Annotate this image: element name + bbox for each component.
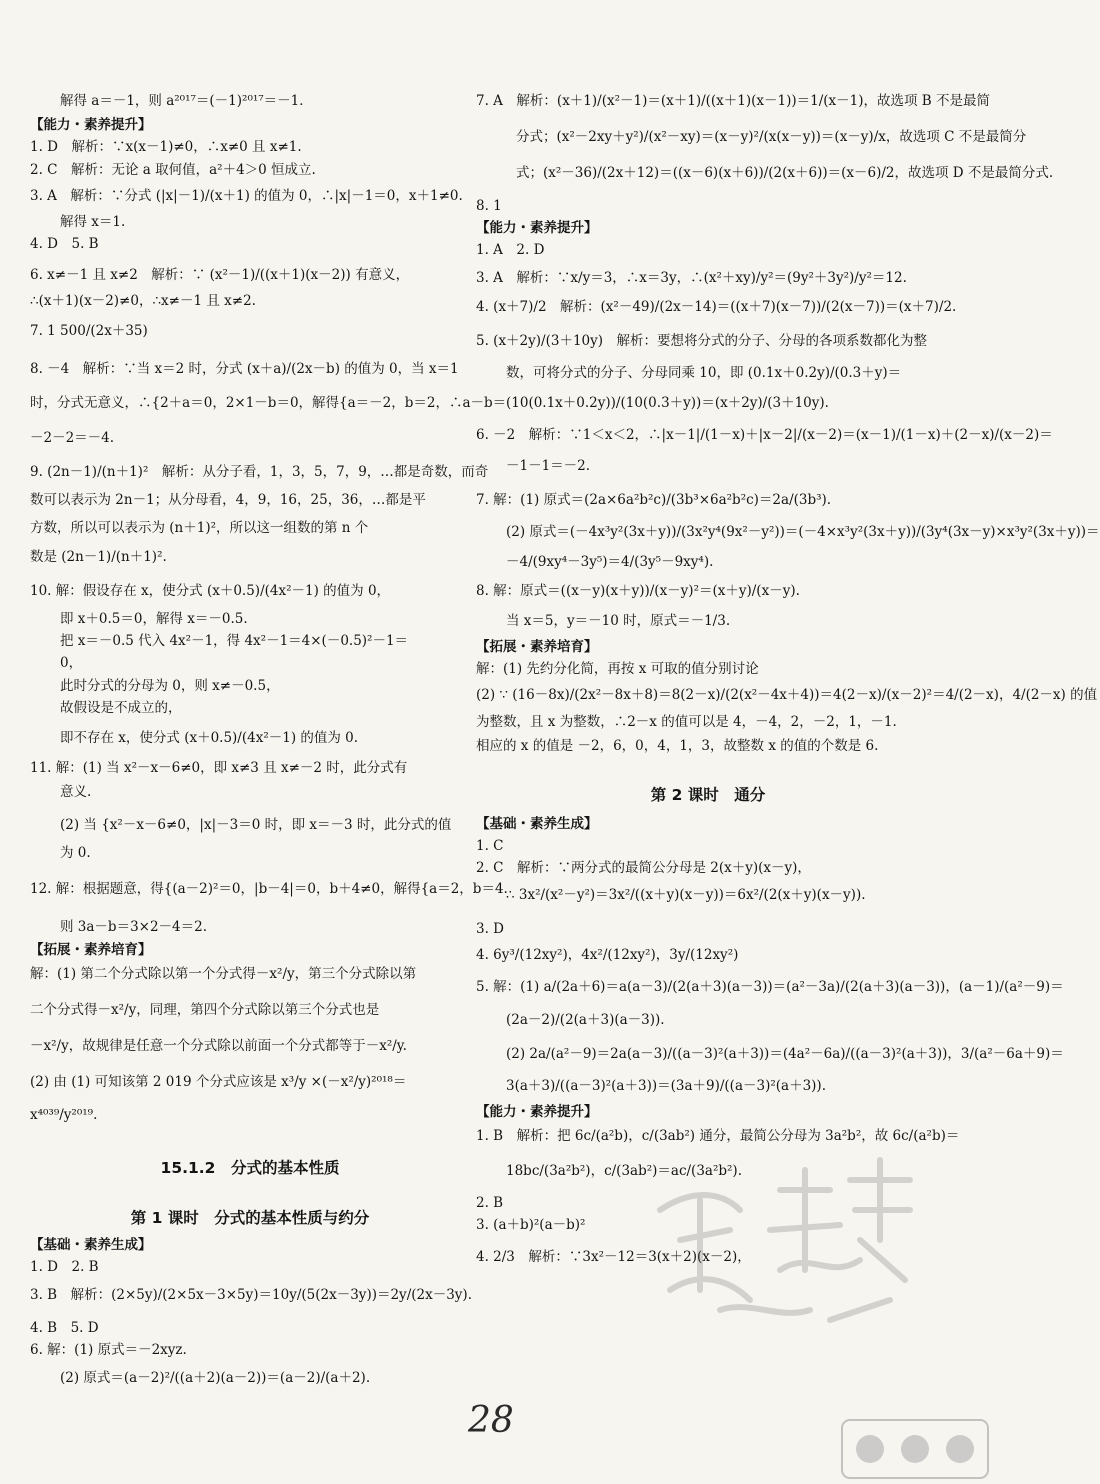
left-line-12: －2－2＝－4.: [30, 429, 115, 446]
right-line-10: (10(0.1x＋0.2y))/(10(0.3＋y))＝(x＋2y)/(3＋10y).: [506, 395, 829, 412]
right-line-2: 式；(x²－36)/(2x＋12)＝((x－6)(x＋6))/(2(x＋6))＝(x－6)/2，故选项 D 不是最简分式.: [516, 165, 1054, 182]
left-line-13: 9. (2n－1)/(n＋1)² 解析：从分子看，1，3，5，7，9，…都是奇数，而奇: [30, 463, 489, 480]
left-tail-line-0: 【基础・素养生成】: [30, 1236, 152, 1253]
left-line-32: 二个分式得－x²/y，同理，第四个分式除以第三个分式也是: [30, 1002, 380, 1018]
right-column: [476, 92, 1100, 1269]
left-line-7: 6. x≠－1 且 x≠2 解析：∵ (x²－1)/((x＋1)(x－2)) 有意义，: [30, 266, 410, 283]
right-line-9: 数，可将分式的分子、分母同乘 10，即 (0.1x＋0.2y)/(0.3＋y)＝: [506, 364, 902, 381]
left-tail-line-1: 1. D 2. B: [30, 1259, 99, 1276]
right-line-8: 5. (x＋2y)/(3＋10y) 解析：要想将分式的分子、分母的各项系数都化为整: [476, 332, 928, 349]
right-answer-lines: [476, 92, 1100, 755]
left-line-8: ∴(x＋1)(x－2)≠0，∴x≠－1 且 x≠2.: [30, 292, 256, 309]
lesson2-title: 第 2 课时 通分: [650, 786, 766, 805]
left-line-18: 即 x＋0.5＝0，解得 x＝－0.5.: [60, 610, 248, 627]
left-line-10: 8. －4 解析：∵当 x＝2 时，分式 (x＋a)/(2x－b) 的值为 0，当 x＝1: [30, 361, 459, 378]
left-line-25: 意义.: [60, 784, 92, 801]
right-tail-line-1: 1. C: [476, 838, 504, 855]
right-line-1: 分式；(x²－2xy＋y²)/(x²－xy)＝(x－y)²/(x(x－y))＝(x－y)/x，故选项 C 不是最简分: [516, 129, 1027, 146]
left-line-11: 时，分式无意义，∴{2＋a＝0，2×1－b＝0，解得{a＝－2，b＝2，∴a－b＝: [30, 395, 507, 412]
left-line-23: 即不存在 x，使分式 (x＋0.5)/(4x²－1) 的值为 0.: [60, 730, 359, 747]
right-line-7: 4. (x＋7)/2 解析：(x²－49)/(2x－14)＝((x＋7)(x－7))/(2(x－7))＝(x＋7)/2.: [476, 298, 957, 315]
left-line-33: －x²/y，故规律是任意一个分式除以前面一个分式都等于－x²/y.: [30, 1038, 407, 1055]
right-tail-line-4: 3. D: [476, 920, 504, 937]
right-line-20: (2) ∵ (16－8x)/(2x²－8x＋8)＝8(2－x)/(2(x²－4x＋4))＝4(2－x)/(x－2)²＝4/(2－x)，4/(2－x) 的值: [476, 687, 1098, 704]
left-line-27: 为 0.: [60, 844, 91, 861]
right-line-3: 8. 1: [476, 197, 502, 214]
left-line-1: 【能力・素养提升】: [30, 117, 152, 134]
lesson1-title: 第 1 课时 分式的基本性质与约分: [130, 1208, 370, 1227]
right-tail-line-7: (2a－2)/(2(a＋3)(a－3)).: [506, 1011, 665, 1028]
right-tail-line-3: ∴ 3x²/(x²－y²)＝3x²/((x＋y)(x－y))＝6x²/(2(x＋y)(x－y)).: [506, 886, 866, 903]
left-line-3: 2. C 解析：无论 a 取何值，a²＋4＞0 恒成立.: [30, 161, 316, 178]
left-line-17: 10. 解：假设存在 x，使分式 (x＋0.5)/(4x²－1) 的值为 0，: [30, 582, 391, 599]
right-line-21: 为整数，且 x 为整数，∴2－x 的值可以是 4，－4，2，－2，1，－1.: [476, 713, 897, 730]
right-tail-line-9: 3(a＋3)/((a－3)²(a＋3))＝(3a＋9)/((a－3)²(a＋3)).: [506, 1078, 826, 1094]
left-line-2: 1. D 解析：∵x(x－1)≠0，∴x≠0 且 x≠1.: [30, 139, 302, 156]
right-line-22: 相应的 x 的值是 －2，6，0，4，1，3，故整数 x 的值的个数是 6.: [476, 737, 879, 754]
left-tail-line-2: 3. B 解析：(2×5y)/(2×5x－3×5y)＝10y/(5(2x－3y))＝2y/(2x－3y).: [30, 1287, 472, 1304]
left-line-30: 【拓展・素养培育】: [30, 941, 152, 958]
right-tail-line-2: 2. C 解析：∵两分式的最简公分母是 2(x＋y)(x－y)，: [476, 860, 811, 877]
right-tail-line-5: 4. 6y³/(12xy²)，4x²/(12xy²)，3y/(12xy²): [476, 947, 739, 964]
right-tail-line-0: 【基础・素养生成】: [476, 816, 598, 833]
right-line-16: 8. 解：原式＝((x－y)(x＋y))/(x－y)²＝(x＋y)/(x－y).: [476, 582, 800, 599]
left-line-4: 3. A 解析：∵分式 (|x|－1)/(x＋1) 的值为 0，∴|x|－1＝0，x＋1≠0.: [30, 187, 463, 204]
left-line-28: 12. 解：根据题意，得{(a－2)²＝0，|b－4|＝0，b＋4≠0，解得{a＝2，b＝4.: [30, 881, 508, 898]
left-line-21: 此时分式的分母为 0，则 x≠－0.5，: [60, 677, 280, 694]
right-line-5: 1. A 2. D: [476, 242, 545, 259]
right-line-13: 7. 解：(1) 原式＝(2a×6a²b²c)/(3b³×6a²b²c)＝2a/(3b³).: [476, 491, 832, 508]
left-line-19: 把 x＝－0.5 代入 4x²－1，得 4x²－1＝4×(－0.5)²－1＝: [60, 633, 409, 650]
right-tail-line-11: 1. B 解析：把 6c/(a²b)，c/(3ab²) 通分，最简公分母为 3a²b²，故 6c/(a²b)＝: [476, 1128, 960, 1145]
left-tail-line-5: (2) 原式＝(a－2)²/((a＋2)(a－2))＝(a－2)/(a＋2).: [60, 1369, 371, 1386]
left-tail-lines: [30, 1236, 470, 1387]
right-line-17: 当 x＝5，y＝－10 时，原式＝－1/3.: [506, 612, 731, 629]
right-line-0: 7. A 解析：(x＋1)/(x²－1)＝(x＋1)/((x＋1)(x－1))＝1/(x－1)，故选项 B 不是最简: [476, 93, 991, 109]
right-line-4: 【能力・素养提升】: [476, 219, 598, 236]
left-line-34: (2) 由 (1) 可知该第 2 019 个分式应该是 x³/y ×(－x²/y)²⁰¹⁸＝: [30, 1074, 407, 1091]
right-line-11: 6. －2 解析：∵1＜x＜2，∴|x－1|/(1－x)＋|x－2|/(x－2)＝(x－1)/(1－x)＋(2－x)/(x－2)＝: [476, 427, 1053, 444]
left-line-9: 7. 1 500/(2x＋35): [30, 322, 148, 339]
right-line-19: 解：(1) 先约分化简，再按 x 可取的值分别讨论: [476, 661, 759, 678]
left-line-0: 解得 a＝－1，则 a²⁰¹⁷＝(－1)²⁰¹⁷＝－1．: [60, 93, 313, 109]
right-tail-line-6: 5. 解：(1) a/(2a＋6)＝a(a－3)/(2(a＋3)(a－3))＝(a²－3a)/(2(a＋3)(a－3))，(a－1)/(a²－9)＝: [476, 979, 1064, 996]
left-line-29: 则 3a－b＝3×2－4＝2.: [60, 919, 208, 936]
left-line-35: x⁴⁰³⁹/y²⁰¹⁹.: [30, 1106, 98, 1123]
left-line-14: 数可以表示为 2n－1；从分母看，4，9，16，25，36，…都是平: [30, 492, 426, 509]
page-number: 28: [468, 1400, 514, 1441]
left-line-20: 0，: [60, 655, 83, 672]
right-line-6: 3. A 解析：∵x/y＝3，∴x＝3y，∴(x²＋xy)/y²＝(9y²＋3y²)/y²＝12.: [476, 270, 907, 287]
left-line-24: 11. 解：(1) 当 x²－x－6≠0，即 x≠3 且 x≠－2 时，此分式有: [30, 760, 408, 777]
left-line-6: 4. D 5. B: [30, 236, 99, 253]
right-line-15: －4/(9xy⁴－3y⁵)＝4/(3y⁵－9xy⁴).: [506, 554, 714, 571]
watermark-stamp: [630, 1150, 930, 1350]
right-tail-line-14: 3. (a＋b)²(a－b)²: [476, 1217, 586, 1234]
right-tail-line-8: (2) 2a/(a²－9)＝2a(a－3)/((a－3)²(a＋3))＝(4a²－6a)/((a－3)²(a＋3))，3/(a²－6a＋9)＝: [506, 1045, 1064, 1062]
right-line-12: －1－1＝－2.: [506, 457, 591, 474]
right-tail-line-12: 18bc/(3a²b²)，c/(3ab²)＝ac/(3a²b²).: [506, 1162, 742, 1179]
left-line-15: 方数，所以可以表示为 (n＋1)²，所以这一组数的第 n 个: [30, 520, 369, 537]
left-tail-line-3: 4. B 5. D: [30, 1319, 99, 1336]
left-line-5: 解得 x＝1.: [60, 214, 126, 231]
right-tail-line-15: 4. 2/3 解析：∵3x²－12＝3(x＋2)(x－2)，: [476, 1249, 751, 1266]
left-line-31: 解：(1) 第二个分式除以第一个分式得－x²/y，第三个分式除以第: [30, 965, 417, 982]
right-line-18: 【拓展・素养培育】: [476, 638, 598, 655]
left-line-22: 故假设是不成立的，: [60, 699, 182, 716]
left-line-26: (2) 当 {x²－x－6≠0，|x|－3＝0 时，即 x＝－3 时，此分式的值: [60, 816, 452, 833]
left-tail-line-4: 6. 解：(1) 原式＝－2xyz.: [30, 1341, 187, 1358]
right-tail-line-10: 【能力・素养提升】: [476, 1104, 598, 1121]
section-title: 15.1.2 分式的基本性质: [160, 1158, 340, 1177]
corner-watermark-logo: [840, 1418, 990, 1480]
right-line-14: (2) 原式＝(－4x³y²(3x＋y))/(3x²y⁴(9x²－y²))＝(－4×x³y²(3x＋y))/(3y⁴(3x－y)×x³y²(3x＋y))＝: [506, 524, 1100, 541]
left-line-16: 数是 (2n－1)/(n＋1)².: [30, 548, 167, 565]
right-tail-line-13: 2. B: [476, 1194, 504, 1211]
